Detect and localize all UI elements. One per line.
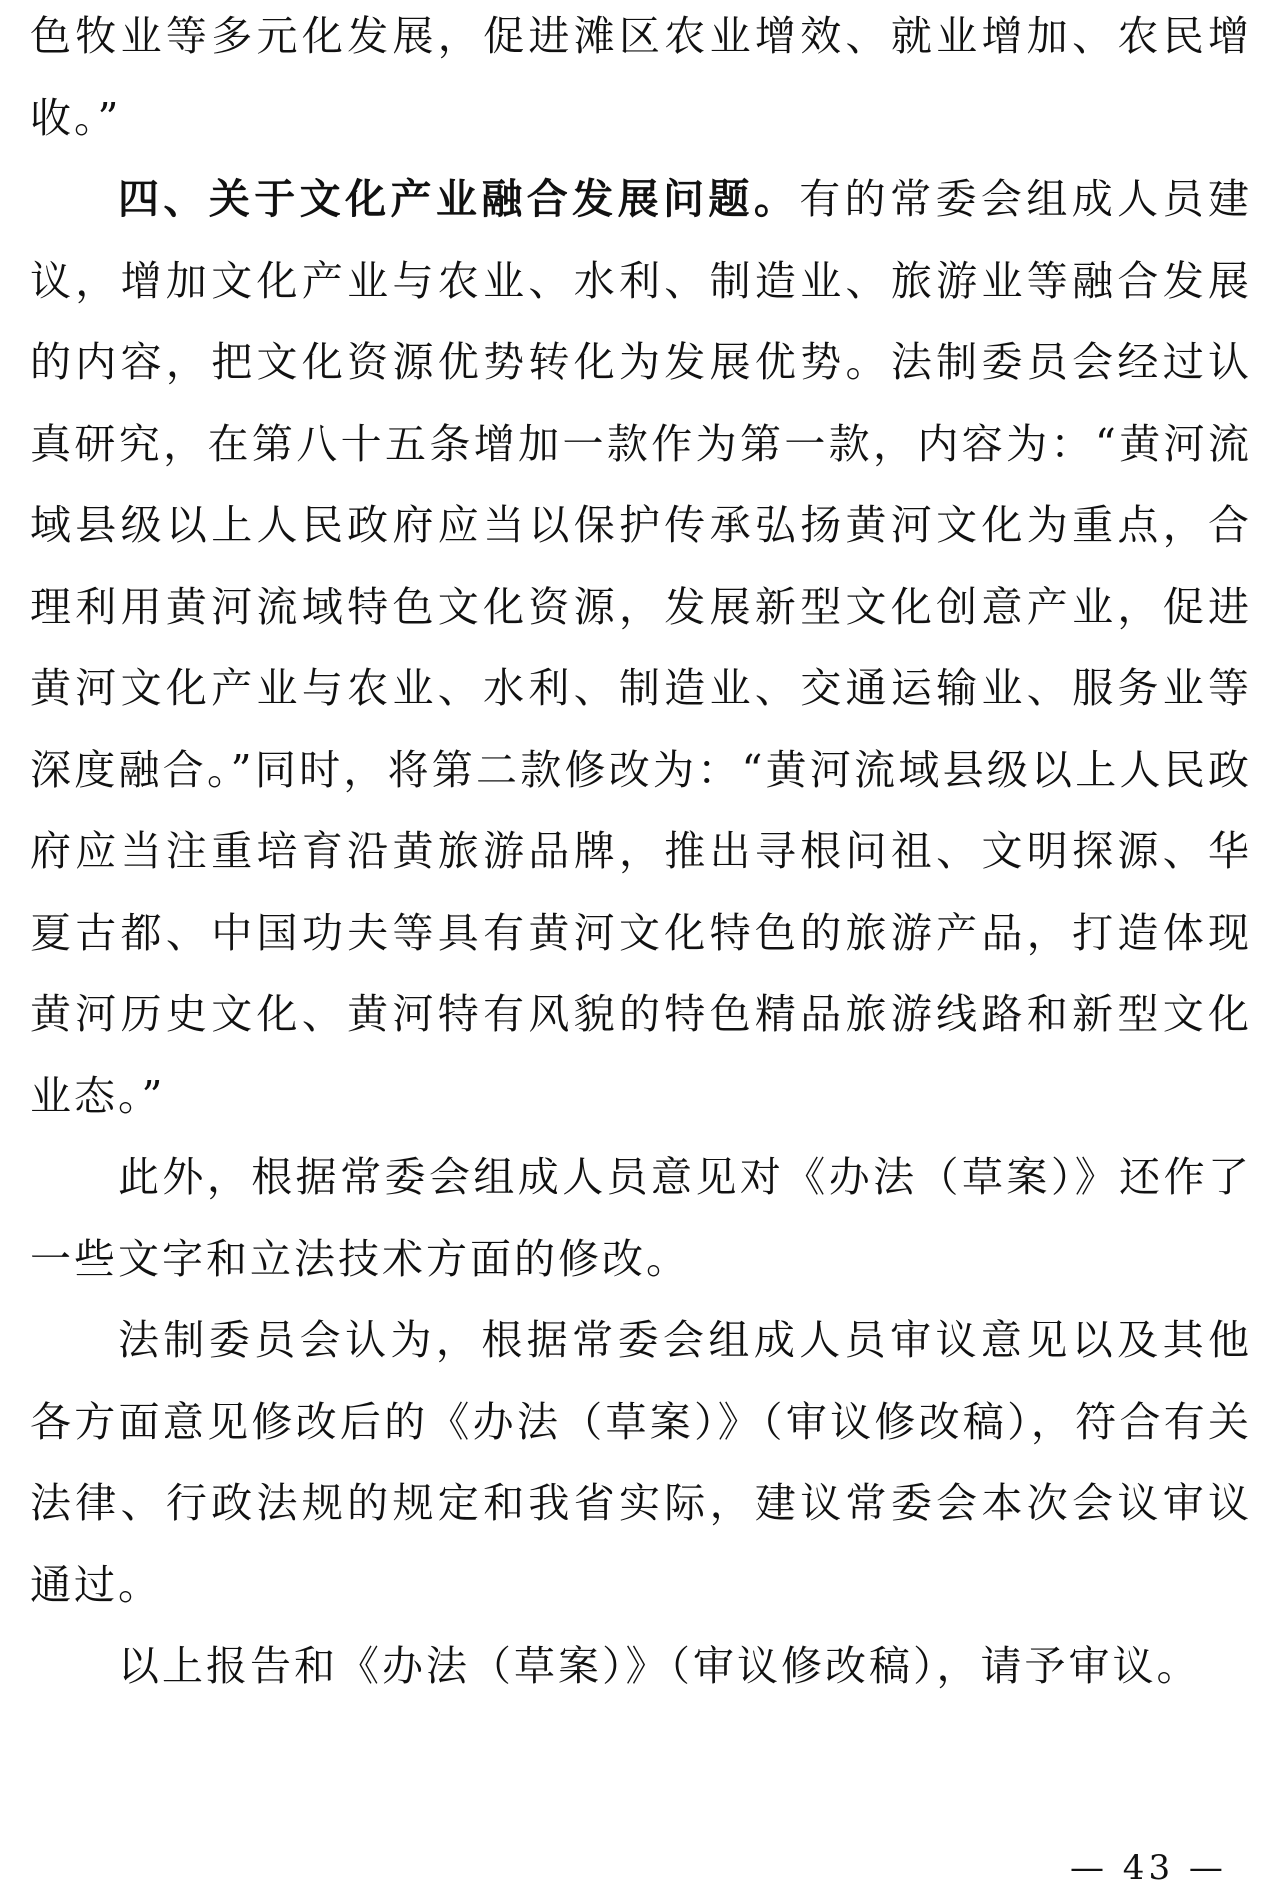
paragraph-text: 有的常委会组成人员建议，增加文化产业与农业、水利、制造业、旅游业等融合发展的内容，把文化资源优势转化为发展优势。法制委员会经过认真研究，在第八十五条增加一款作为第一款，内容为：“黄河流域县级以上人民政府应当以保护传承弘扬黄河文化为重点，合理利用黄河流域特色文化资源，发展新型文化创意产业，促进黄河文化产业与农业、水利、制造业、交通运输业、服务业等深度融合。”同时，将第二款修改为：“黄河流域县级以上人民政府应当注重培育沿黄旅游品牌，推出寻根问祖、文明探源、华夏古都、中国功夫等具有黄河文化特色的旅游产品，打造体现黄河历史文化、黄河特有风貌的特色精品旅游线路和新型文化业态。” (30, 175, 1252, 1120)
document-page (30, 0, 1252, 1708)
section-heading: 四、关于文化产业融合发展问题。 (118, 175, 800, 223)
paragraph-text: 法制委员会认为，根据常委会组成人员审议意见以及其他各方面意见修改后的《办法（草案）》（审议修改稿），符合有关法律、行政法规的规定和我省实际，建议常委会本次会议审议通过。 (30, 1316, 1252, 1609)
paragraph-closing (30, 1626, 1252, 1708)
paragraph-text: 色牧业等多元化发展，促进滩区农业增效、就业增加、农民增收。” (30, 12, 1252, 142)
paragraph-text: 此外，根据常委会组成人员意见对《办法（草案）》还作了一些文字和立法技术方面的修改。 (30, 1153, 1252, 1283)
page-number: — 43 — (1070, 1848, 1227, 1888)
paragraph-other-amendments (30, 1137, 1252, 1300)
paragraph-continuation (30, 0, 1252, 159)
paragraph-committee-conclusion (30, 1300, 1252, 1626)
paragraph-text: 以上报告和《办法（草案）》（审议修改稿），请予审议。 (118, 1642, 1201, 1690)
paragraph-cultural-industry (30, 159, 1252, 1137)
